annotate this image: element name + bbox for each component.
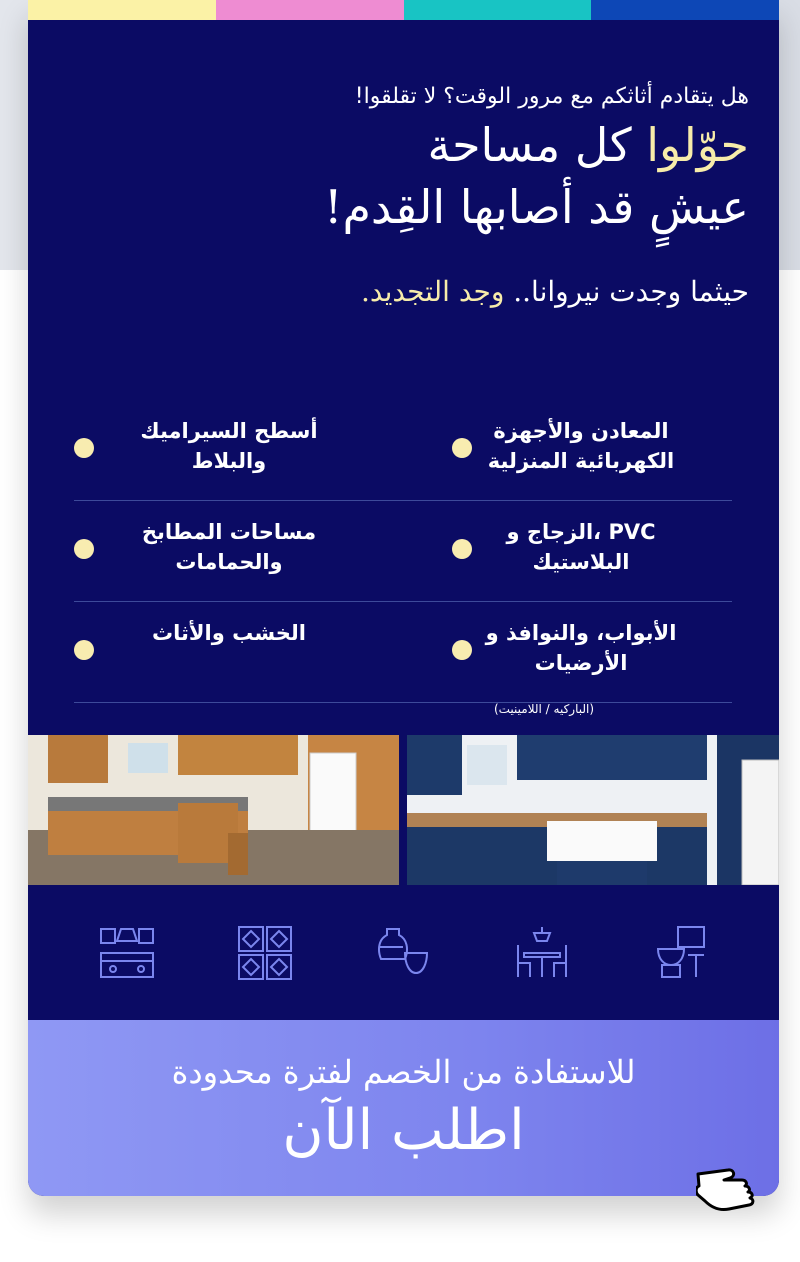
tagline-plain: حيثما وجدت نيروانا.. — [504, 275, 749, 308]
feature-item — [403, 602, 732, 702]
bullet-dot — [74, 640, 94, 660]
bullet-dot — [74, 438, 94, 458]
feature-label: مساحات المطابخ والحمامات — [141, 520, 317, 574]
feature-label: الخشب والأثاث — [152, 621, 306, 645]
features-row — [74, 400, 732, 501]
feature-label: أسطح السيراميك والبلاط — [140, 419, 318, 473]
bullet-dot — [452, 438, 472, 458]
category-icons — [28, 885, 779, 1020]
promo-card — [28, 0, 779, 1196]
vases-icon — [375, 925, 431, 981]
hero-question: هل يتقادم أثاثكم مع مرور الوقت؟ لا تقلقوا! — [354, 84, 749, 109]
headline-accent: حوّلوا — [646, 118, 749, 172]
feature-item — [74, 602, 403, 702]
stripe-yellow — [28, 0, 216, 20]
features-row — [74, 501, 732, 602]
stripe-blue — [591, 0, 779, 20]
color-stripes — [28, 0, 779, 20]
features-row — [74, 602, 732, 703]
stripe-teal — [404, 0, 592, 20]
feature-label: المعادن والأجهزة الكهربائية المنزلية — [487, 419, 675, 473]
hero-headline — [59, 114, 749, 238]
bathroom-icon — [652, 925, 708, 981]
tiles-icon — [237, 925, 293, 981]
cta-title: اطلب الآن — [282, 1098, 525, 1163]
dining-table-icon — [514, 925, 570, 981]
before-after-photos — [28, 735, 779, 885]
feature-item — [74, 400, 403, 500]
kitchen-after-illustration — [407, 735, 779, 885]
headline-line-2: عيشٍ قد أصابها القِدم! — [323, 180, 749, 234]
bullet-dot — [74, 539, 94, 559]
features-grid — [74, 400, 732, 716]
tagline-accent: وجد التجديد. — [361, 275, 505, 308]
order-now-button[interactable] — [28, 1020, 779, 1196]
cta-subtitle: للاستفادة من الخصم لفترة محدودة — [171, 1053, 636, 1091]
feature-item — [74, 501, 403, 601]
kitchen-photo-before — [28, 735, 399, 885]
bullet-dot — [452, 640, 472, 660]
features-note: (الباركيه / اللامينيت) — [493, 702, 595, 716]
kitchen-before-illustration — [28, 735, 399, 885]
hero-section — [59, 82, 749, 312]
tagline — [59, 272, 749, 312]
feature-item — [403, 501, 732, 601]
feature-item — [403, 400, 732, 500]
stripe-pink — [216, 0, 404, 20]
kitchen-icon — [99, 925, 155, 981]
bullet-dot — [452, 539, 472, 559]
feature-label: الأبواب، والنوافذ و الأرضيات — [485, 621, 677, 675]
feature-label: PVC ،الزجاج و البلاستيك — [506, 520, 656, 574]
kitchen-photo-after — [407, 735, 779, 885]
hand-pointer-icon — [696, 1160, 782, 1220]
headline-line-1 — [59, 114, 749, 176]
headline-rest: كل مساحة — [427, 118, 647, 172]
